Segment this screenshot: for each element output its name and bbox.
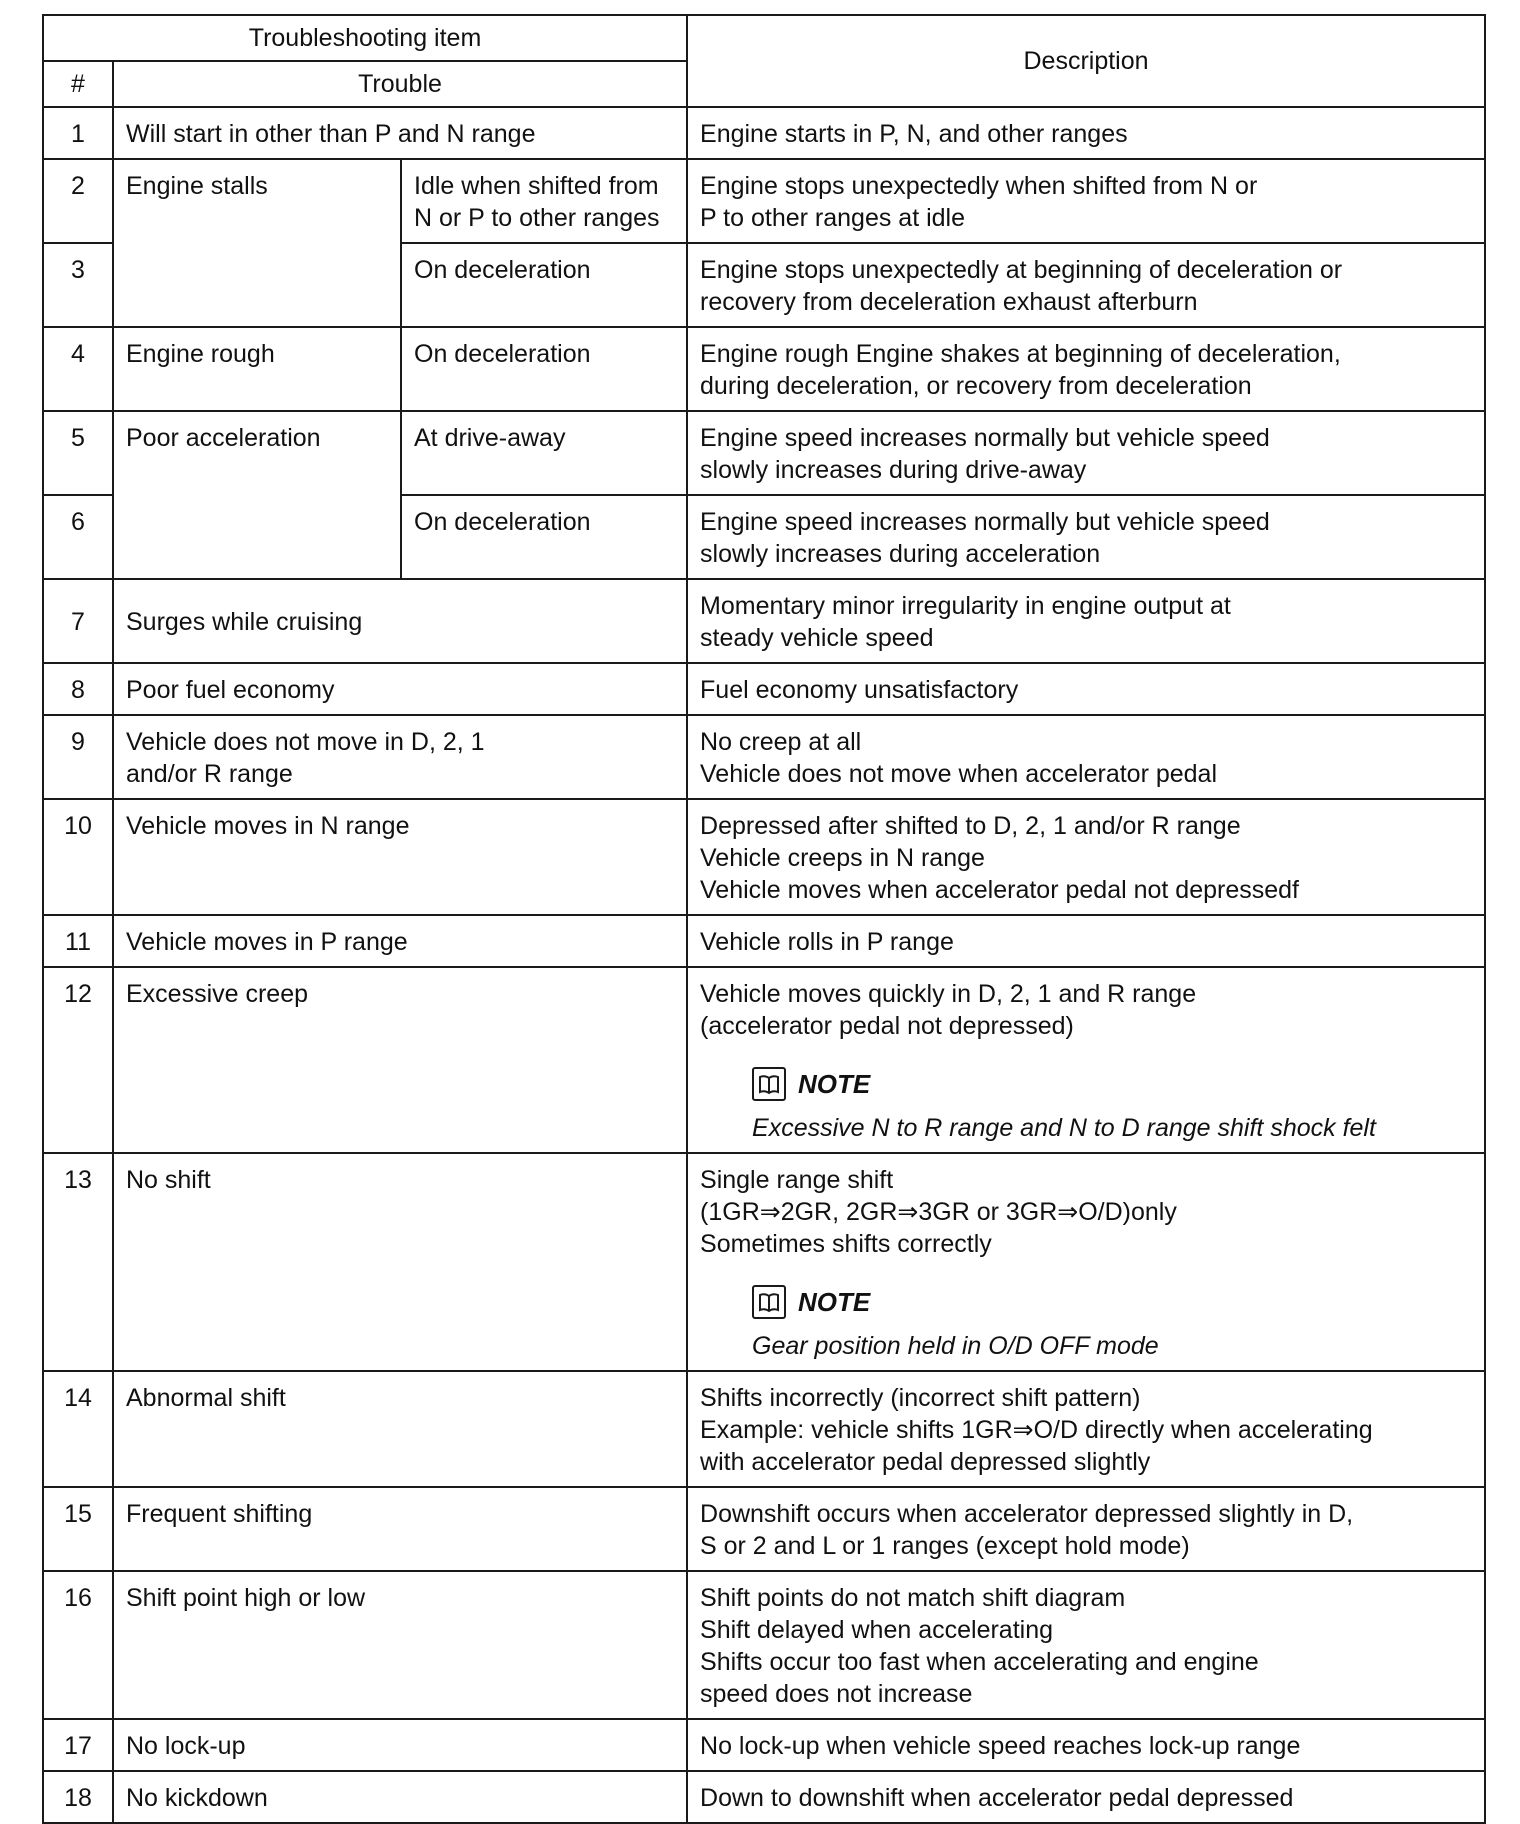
trouble-line: and/or R range xyxy=(126,760,293,788)
description-line: Engine speed increases normally but vehicle speed xyxy=(700,508,1270,536)
description-line: Shift points do not match shift diagram xyxy=(700,1584,1126,1612)
row-condition xyxy=(401,327,687,411)
row-number: 2 xyxy=(43,159,113,243)
description-line: Engine starts in P, N, and other ranges xyxy=(700,120,1128,148)
description-line: Single range shift xyxy=(700,1166,894,1194)
row-description xyxy=(687,327,1485,411)
table-row xyxy=(43,1153,1485,1371)
row-number: 3 xyxy=(43,243,113,327)
book-icon xyxy=(752,1067,786,1101)
description-line: Vehicle moves when accelerator pedal not depressedf xyxy=(700,876,1299,904)
row-number: 9 xyxy=(43,715,113,799)
description-line: speed does not increase xyxy=(700,1680,973,1708)
condition-line: On deceleration xyxy=(414,340,591,368)
header-number: # xyxy=(43,61,113,107)
row-trouble: Poor acceleration xyxy=(113,411,401,579)
row-description xyxy=(687,411,1485,495)
note-block xyxy=(700,1284,1472,1362)
row-condition xyxy=(401,159,687,243)
description-line: Shift delayed when accelerating xyxy=(700,1616,1054,1644)
condition-line: On deceleration xyxy=(414,256,591,284)
row-number: 5 xyxy=(43,411,113,495)
row-description xyxy=(687,967,1485,1153)
note-label: NOTE xyxy=(798,1287,871,1317)
row-description xyxy=(687,107,1485,159)
description-line: Engine stops unexpectedly when shifted from N or xyxy=(700,172,1258,200)
row-trouble: No shift xyxy=(113,1153,687,1371)
table-row xyxy=(43,1719,1485,1771)
row-description xyxy=(687,715,1485,799)
table-row xyxy=(43,663,1485,715)
condition-line: At drive-away xyxy=(414,424,566,452)
row-number: 1 xyxy=(43,107,113,159)
row-number: 6 xyxy=(43,495,113,579)
header-description: Description xyxy=(687,15,1485,107)
row-description xyxy=(687,915,1485,967)
description-line: Shifts occur too fast when accelerating and engine xyxy=(700,1648,1259,1676)
row-description xyxy=(687,1487,1485,1571)
table-row xyxy=(43,159,1485,243)
row-description xyxy=(687,1371,1485,1487)
row-description xyxy=(687,243,1485,327)
description-line: steady vehicle speed xyxy=(700,624,934,652)
row-trouble: Vehicle moves in N range xyxy=(113,799,687,915)
description-line: Depressed after shifted to D, 2, 1 and/or R range xyxy=(700,812,1241,840)
row-number: 11 xyxy=(43,915,113,967)
note-heading xyxy=(752,1284,1472,1320)
description-line: Vehicle rolls in P range xyxy=(700,928,954,956)
condition-line: N or P to other ranges xyxy=(414,204,660,232)
description-line: Example: vehicle shifts 1GR⇒O/D directly when accelerating xyxy=(700,1416,1373,1444)
row-description xyxy=(687,663,1485,715)
row-description xyxy=(687,1771,1485,1823)
description-line: Vehicle moves quickly in D, 2, 1 and R range xyxy=(700,980,1197,1008)
table-row xyxy=(43,1771,1485,1823)
table-row xyxy=(43,579,1485,663)
description-line: Shifts incorrectly (incorrect shift pattern) xyxy=(700,1384,1141,1412)
table-row xyxy=(43,1371,1485,1487)
description-line: slowly increases during drive-away xyxy=(700,456,1087,484)
description-line: slowly increases during acceleration xyxy=(700,540,1101,568)
table-row xyxy=(43,799,1485,915)
header-row-top xyxy=(43,15,1485,61)
note-heading xyxy=(752,1066,1472,1102)
row-description xyxy=(687,1153,1485,1371)
row-number: 12 xyxy=(43,967,113,1153)
note-text: Gear position held in O/D OFF mode xyxy=(752,1332,1159,1360)
table-row xyxy=(43,715,1485,799)
row-condition xyxy=(401,495,687,579)
row-trouble: Vehicle moves in P range xyxy=(113,915,687,967)
book-icon xyxy=(752,1285,786,1319)
description-line: Engine speed increases normally but vehicle speed xyxy=(700,424,1270,452)
row-number: 13 xyxy=(43,1153,113,1371)
row-trouble: Engine rough xyxy=(113,327,401,411)
row-condition xyxy=(401,411,687,495)
header-troubleshooting-item: Troubleshooting item xyxy=(43,15,687,61)
description-line: P to other ranges at idle xyxy=(700,204,966,232)
row-number: 16 xyxy=(43,1571,113,1719)
row-description xyxy=(687,159,1485,243)
description-line: Downshift occurs when accelerator depressed slightly in D, xyxy=(700,1500,1354,1528)
row-trouble: Poor fuel economy xyxy=(113,663,687,715)
row-number: 10 xyxy=(43,799,113,915)
row-number: 17 xyxy=(43,1719,113,1771)
table-row xyxy=(43,1571,1485,1719)
row-description xyxy=(687,579,1485,663)
row-number: 8 xyxy=(43,663,113,715)
condition-line: On deceleration xyxy=(414,508,591,536)
description-line: Vehicle does not move when accelerator pedal xyxy=(700,760,1218,788)
description-line: Momentary minor irregularity in engine output at xyxy=(700,592,1231,620)
description-line: Down to downshift when accelerator pedal depressed xyxy=(700,1784,1294,1812)
description-line: Sometimes shifts correctly xyxy=(700,1230,992,1258)
row-description xyxy=(687,1719,1485,1771)
description-line: with accelerator pedal depressed slightly xyxy=(700,1448,1151,1476)
note-label: NOTE xyxy=(798,1069,871,1099)
description-line: recovery from deceleration exhaust afterburn xyxy=(700,288,1198,316)
condition-line: Idle when shifted from xyxy=(414,172,659,200)
row-number: 18 xyxy=(43,1771,113,1823)
description-line: S or 2 and L or 1 ranges (except hold mode) xyxy=(700,1532,1190,1560)
note-text: Excessive N to R range and N to D range shift shock felt xyxy=(752,1114,1376,1142)
description-line: (accelerator pedal not depressed) xyxy=(700,1012,1074,1040)
description-line: during deceleration, or recovery from deceleration xyxy=(700,372,1252,400)
table-row xyxy=(43,1487,1485,1571)
row-trouble: Abnormal shift xyxy=(113,1371,687,1487)
row-description xyxy=(687,799,1485,915)
description-line: (1GR⇒2GR, 2GR⇒3GR or 3GR⇒O/D)only xyxy=(700,1198,1177,1226)
description-line: No lock-up when vehicle speed reaches lock-up range xyxy=(700,1732,1301,1760)
description-line: Fuel economy unsatisfactory xyxy=(700,676,1019,704)
row-trouble: Shift point high or low xyxy=(113,1571,687,1719)
row-trouble: Surges while cruising xyxy=(113,579,687,663)
row-trouble: Engine stalls xyxy=(113,159,401,327)
troubleshooting-table xyxy=(42,14,1486,1824)
table-row xyxy=(43,107,1485,159)
row-description xyxy=(687,495,1485,579)
table-row xyxy=(43,327,1485,411)
description-line: Engine rough Engine shakes at beginning of deceleration, xyxy=(700,340,1341,368)
note-block xyxy=(700,1066,1472,1144)
trouble-line: Vehicle does not move in D, 2, 1 xyxy=(126,728,485,756)
row-trouble: No lock-up xyxy=(113,1719,687,1771)
row-trouble: No kickdown xyxy=(113,1771,687,1823)
row-number: 4 xyxy=(43,327,113,411)
row-description xyxy=(687,1571,1485,1719)
row-trouble: Will start in other than P and N range xyxy=(113,107,687,159)
description-line: Engine stops unexpectedly at beginning of deceleration or xyxy=(700,256,1343,284)
row-trouble xyxy=(113,715,687,799)
table-row xyxy=(43,411,1485,495)
row-number: 15 xyxy=(43,1487,113,1571)
row-trouble: Frequent shifting xyxy=(113,1487,687,1571)
description-line: Vehicle creeps in N range xyxy=(700,844,985,872)
table-row xyxy=(43,967,1485,1153)
row-trouble: Excessive creep xyxy=(113,967,687,1153)
row-condition xyxy=(401,243,687,327)
row-number: 14 xyxy=(43,1371,113,1487)
row-number: 7 xyxy=(43,579,113,663)
description-line: No creep at all xyxy=(700,728,862,756)
table-row xyxy=(43,915,1485,967)
header-trouble: Trouble xyxy=(113,61,687,107)
